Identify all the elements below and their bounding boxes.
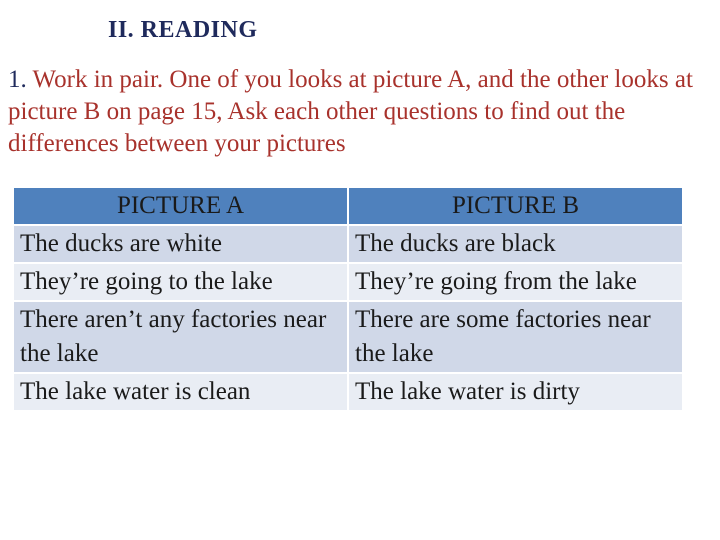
picture-b-cell: The ducks are black [349, 226, 682, 262]
picture-b-cell: The lake water is dirty [349, 374, 682, 410]
exercise-text: Work in pair. One of you looks at picture A, and the other looks at picture B on page 15, Ask each other questions to find out the differences between your pictures [8, 66, 693, 157]
table-row [14, 226, 682, 262]
picture-a-cell: The lake water is clean [14, 374, 347, 410]
table-header-row [14, 188, 682, 224]
table-row [14, 264, 682, 300]
section-heading: II. READING [108, 17, 258, 43]
header-picture-b: PICTURE B [349, 188, 682, 224]
picture-a-cell: They’re going to the lake [14, 264, 347, 300]
comparison-table [12, 186, 684, 412]
exercise-number: 1. [8, 66, 27, 93]
picture-b-cell: They’re going from the lake [349, 264, 682, 300]
picture-a-cell: The ducks are white [14, 226, 347, 262]
table-row [14, 374, 682, 410]
picture-a-cell: There aren’t any factories near the lake [14, 302, 347, 372]
picture-b-cell: There are some factories near the lake [349, 302, 682, 372]
exercise-instruction [8, 64, 714, 160]
table-row [14, 302, 682, 372]
header-picture-a: PICTURE A [14, 188, 347, 224]
